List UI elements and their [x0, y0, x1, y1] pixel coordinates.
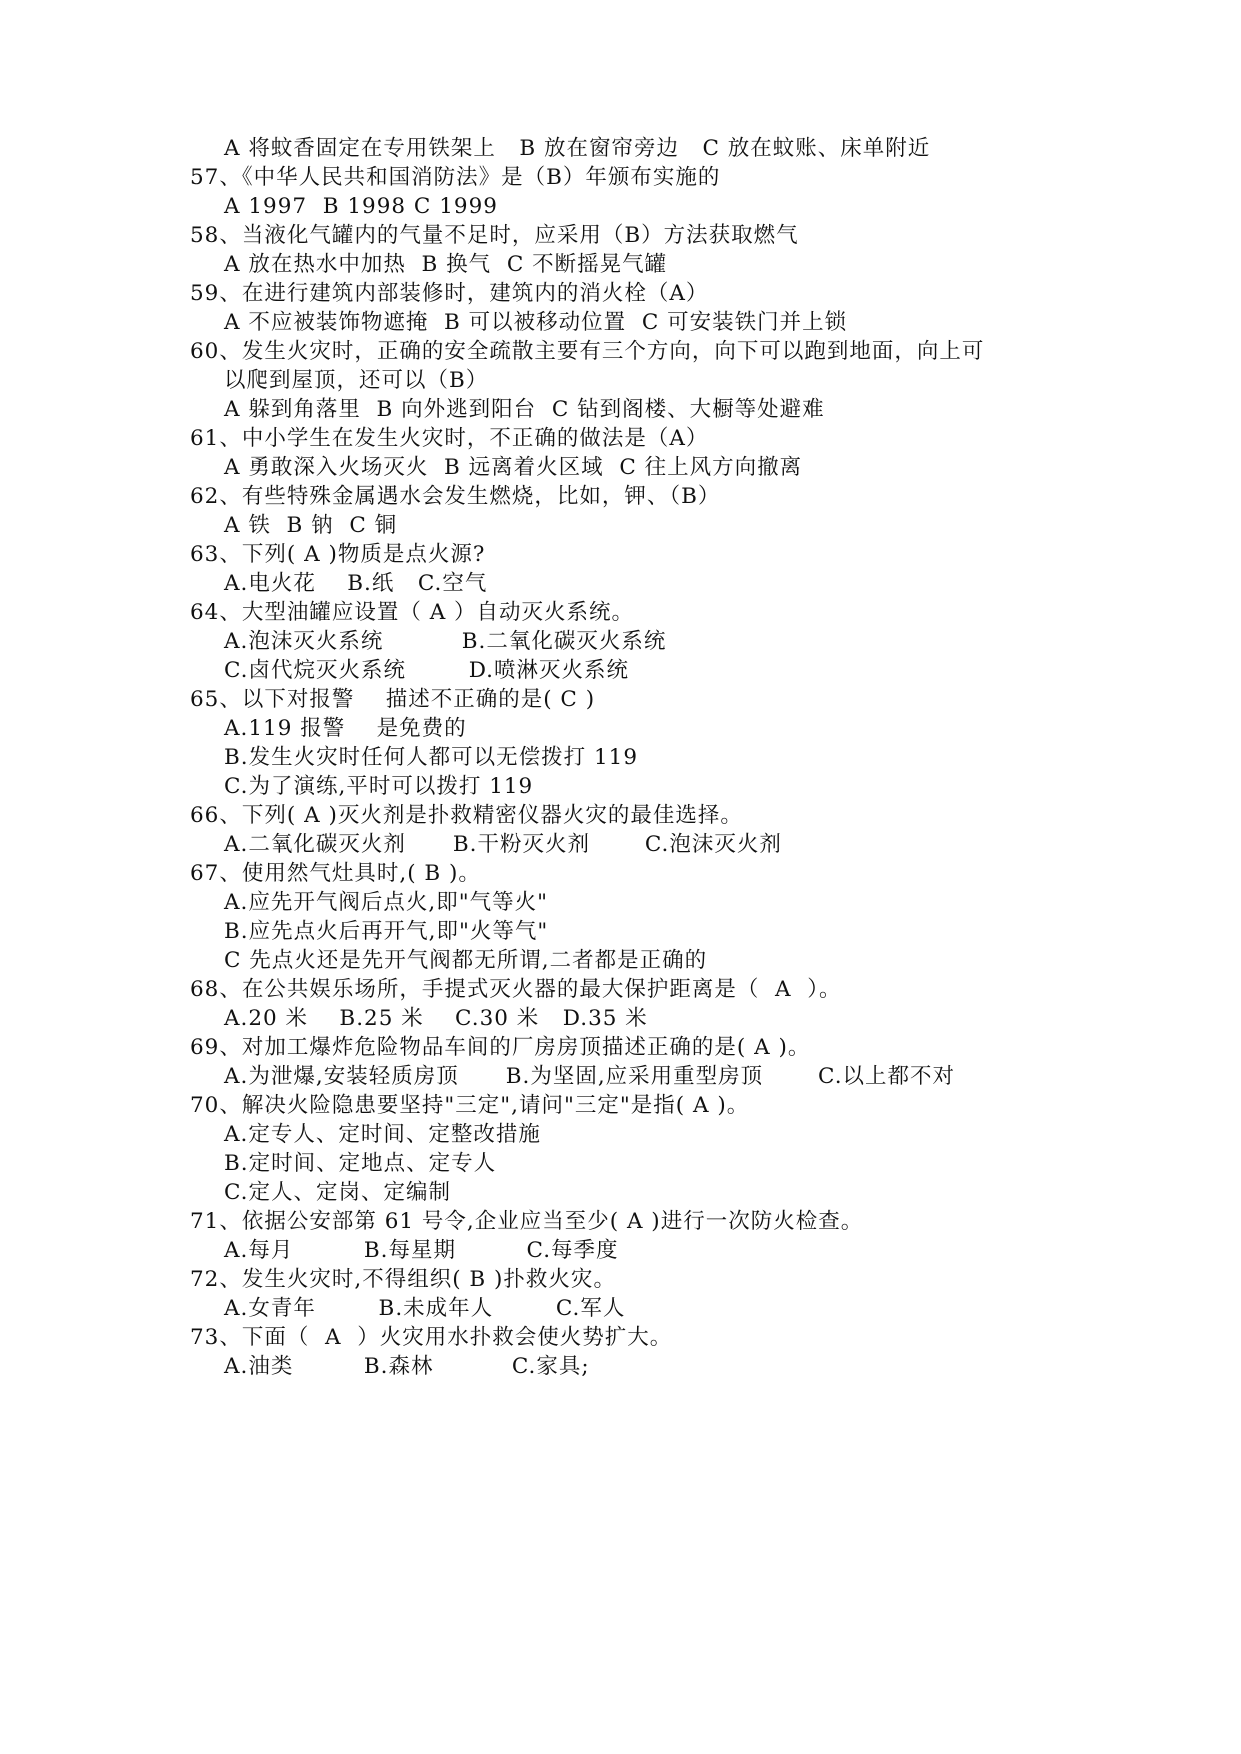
question-70: 70、解决火险隐患要坚持"三定",请问"三定"是指( A )。 — [190, 1093, 750, 1118]
question-71: 71、依据公安部第 61 号令,企业应当至少( A )进行一次防火检查。 — [190, 1209, 864, 1234]
option-line-57: A 1997 B 1998 C 1999 — [224, 194, 498, 219]
question-60-continued: 以爬到屋顶，还可以（B） — [224, 368, 489, 393]
option-line-68: A.20 米 B.25 米 C.30 米 D.35 米 — [224, 1006, 648, 1031]
question-65: 65、以下对报警 描述不正确的是( C ) — [190, 687, 596, 712]
question-63: 63、下列( A )物质是点火源? — [190, 542, 486, 567]
option-line-64-b: C.卤代烷灭火系统 D.喷淋灭火系统 — [224, 658, 629, 683]
option-line-69: A.为泄爆,安装轻质房顶 B.为坚固,应采用重型房顶 C.以上都不对 — [224, 1064, 956, 1089]
option-line-64-a: A.泡沫灭火系统 B.二氧化碳灭火系统 — [224, 629, 667, 654]
option-line-67-b: B.应先点火后再开气,即"火等气" — [224, 919, 549, 944]
question-68: 68、在公共娱乐场所，手提式灭火器的最大保护距离是（ A ）。 — [190, 977, 842, 1002]
option-line-59: A 不应被装饰物遮掩 B 可以被移动位置 C 可安装铁门并上锁 — [224, 310, 848, 335]
question-66: 66、下列( A )灭火剂是扑救精密仪器火灾的最佳选择。 — [190, 803, 743, 828]
option-line-70-c: C.定人、定岗、定编制 — [224, 1180, 452, 1205]
question-59: 59、在进行建筑内部装修时，建筑内的消火栓（A） — [190, 281, 709, 306]
option-line-66: A.二氧化碳灭火剂 B.干粉灭火剂 C.泡沫灭火剂 — [224, 832, 782, 857]
question-62: 62、有些特殊金属遇水会发生燃烧，比如，钾、（B） — [190, 484, 721, 509]
question-64: 64、大型油罐应设置（ A ）自动灭火系统。 — [190, 600, 635, 625]
option-line-65-b: B.发生火灾时任何人都可以无偿拨打 119 — [224, 745, 639, 770]
option-line-56: A 将蚊香固定在专用铁架上 B 放在窗帘旁边 C 放在蚊账、床单附近 — [224, 136, 931, 161]
option-line-71: A.每月 B.每星期 C.每季度 — [224, 1238, 619, 1263]
option-line-70-a: A.定专人、定时间、定整改措施 — [224, 1122, 541, 1147]
option-line-72: A.女青年 B.未成年人 C.军人 — [224, 1296, 626, 1321]
question-61: 61、中小学生在发生火灾时，不正确的做法是（A） — [190, 426, 709, 451]
option-line-70-b: B.定时间、定地点、定专人 — [224, 1151, 497, 1176]
question-60: 60、发生火灾时，正确的安全疏散主要有三个方向，向下可以跑到地面，向上可 — [190, 339, 985, 364]
question-57: 57、《中华人民共和国消防法》是（B）年颁布实施的 — [190, 165, 721, 190]
option-line-65-c: C.为了演练,平时可以拨打 119 — [224, 774, 534, 799]
option-line-61: A 勇敢深入火场灭火 B 远离着火区域 C 往上风方向撤离 — [224, 455, 803, 480]
option-line-63: A.电火花 B.纸 C.空气 — [224, 571, 488, 596]
question-69: 69、对加工爆炸危险物品车间的厂房房顶描述正确的是( A )。 — [190, 1035, 811, 1060]
option-line-73: A.油类 B.森林 C.家具; — [224, 1354, 590, 1379]
option-line-58: A 放在热水中加热 B 换气 C 不断摇晃气罐 — [224, 252, 668, 277]
option-line-65-a: A.119 报警 是免费的 — [224, 716, 467, 741]
option-line-60: A 躲到角落里 B 向外逃到阳台 C 钻到阁楼、大橱等处避难 — [224, 397, 825, 422]
question-67: 67、使用然气灶具时,( B )。 — [190, 861, 481, 886]
option-line-67-a: A.应先开气阀后点火,即"气等火" — [224, 890, 548, 915]
question-72: 72、发生火灾时,不得组织( B )扑救火灾。 — [190, 1267, 616, 1292]
question-73: 73、下面（ A ）火灾用水扑救会使火势扩大。 — [190, 1325, 673, 1350]
question-58: 58、当液化气罐内的气量不足时，应采用（B）方法获取燃气 — [190, 223, 799, 248]
option-line-67-c: C 先点火还是先开气阀都无所谓,二者都是正确的 — [224, 948, 708, 973]
option-line-62: A 铁 B 钠 C 铜 — [224, 513, 398, 538]
